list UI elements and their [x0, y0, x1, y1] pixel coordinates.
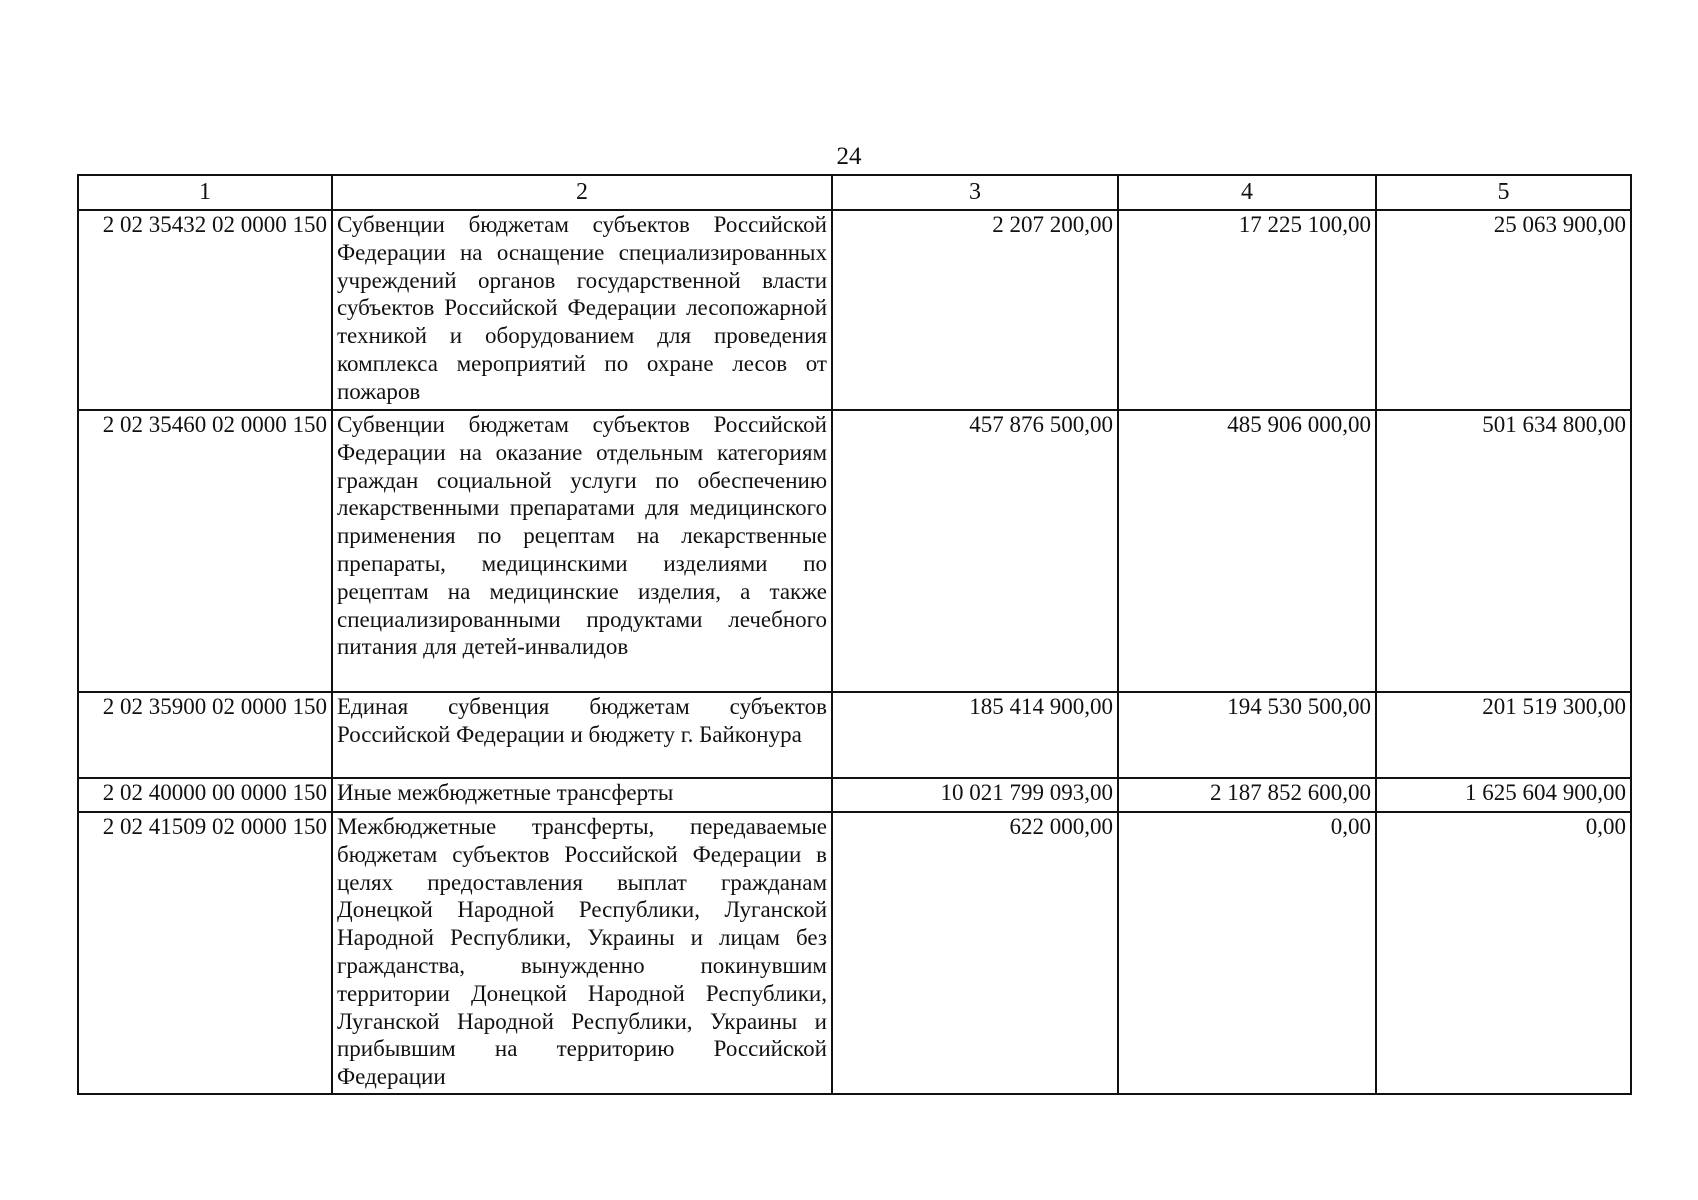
amount-cell-col4: 485 906 000,00 [1118, 410, 1376, 692]
amount-cell-col3: 2 207 200,00 [832, 210, 1118, 410]
column-header-1: 1 [78, 175, 332, 210]
page-number: 24 [836, 143, 862, 170]
amount-cell-col5: 25 063 900,00 [1376, 210, 1631, 410]
amount-cell-col5: 1 625 604 900,00 [1376, 778, 1631, 812]
table-row [78, 778, 1631, 812]
budget-code-cell: 2 02 35900 02 0000 150 [78, 692, 332, 778]
amount-cell-col4: 2 187 852 600,00 [1118, 778, 1376, 812]
budget-name-cell: Иные межбюджетные трансферты [332, 778, 832, 812]
amount-cell-col5: 501 634 800,00 [1376, 410, 1631, 692]
column-header-2: 2 [332, 175, 832, 210]
budget-table [77, 174, 1632, 1095]
budget-code-cell: 2 02 41509 02 0000 150 [78, 812, 332, 1094]
budget-code-cell: 2 02 35432 02 0000 150 [78, 210, 332, 410]
amount-cell-col5: 201 519 300,00 [1376, 692, 1631, 778]
table-row [78, 812, 1631, 1094]
amount-cell-col4: 0,00 [1118, 812, 1376, 1094]
table-row [78, 410, 1631, 692]
amount-cell-col4: 17 225 100,00 [1118, 210, 1376, 410]
table-row [78, 210, 1631, 410]
amount-cell-col3: 10 021 799 093,00 [832, 778, 1118, 812]
amount-cell-col3: 457 876 500,00 [832, 410, 1118, 692]
header-row [78, 175, 1631, 210]
budget-code-cell: 2 02 40000 00 0000 150 [78, 778, 332, 812]
column-header-3: 3 [832, 175, 1118, 210]
budget-code-cell: 2 02 35460 02 0000 150 [78, 410, 332, 692]
budget-name-cell: Субвенции бюджетам субъектов Российской Федерации на оснащение специализированных учреждений органов государственной власти субъектов Российской Федерации лесопожарной техникой и оборудованием для проведения комплекса мероприятий по охране лесов от пожаров [332, 210, 832, 410]
amount-cell-col3: 185 414 900,00 [832, 692, 1118, 778]
amount-cell-col3: 622 000,00 [832, 812, 1118, 1094]
budget-name-cell: Единая субвенция бюджетам субъектов Российской Федерации и бюджету г. Байконура [332, 692, 832, 778]
amount-cell-col5: 0,00 [1376, 812, 1631, 1094]
table-row [78, 692, 1631, 778]
budget-name-cell: Межбюджетные трансферты, передаваемые бюджетам субъектов Российской Федерации в целях предоставления выплат гражданам Донецкой Народной Республики, Луганской Народной Республики, Украины и лицам без гражданства, вынужденно покинувшим территории Донецкой Народной Республики, Луганской Народной Республики, Украины и прибывшим на территорию Российской Федерации [332, 812, 832, 1094]
column-header-4: 4 [1118, 175, 1376, 210]
amount-cell-col4: 194 530 500,00 [1118, 692, 1376, 778]
budget-name-cell: Субвенции бюджетам субъектов Российской Федерации на оказание отдельным категориям граждан социальной услуги по обеспечению лекарственными препаратами для медицинского применения по рецептам на лекарственные препараты, медицинскими изделиями по рецептам на медицинские изделия, а также специализированными продуктами лечебного питания для детей-инвалидов [332, 410, 832, 692]
column-header-5: 5 [1376, 175, 1631, 210]
